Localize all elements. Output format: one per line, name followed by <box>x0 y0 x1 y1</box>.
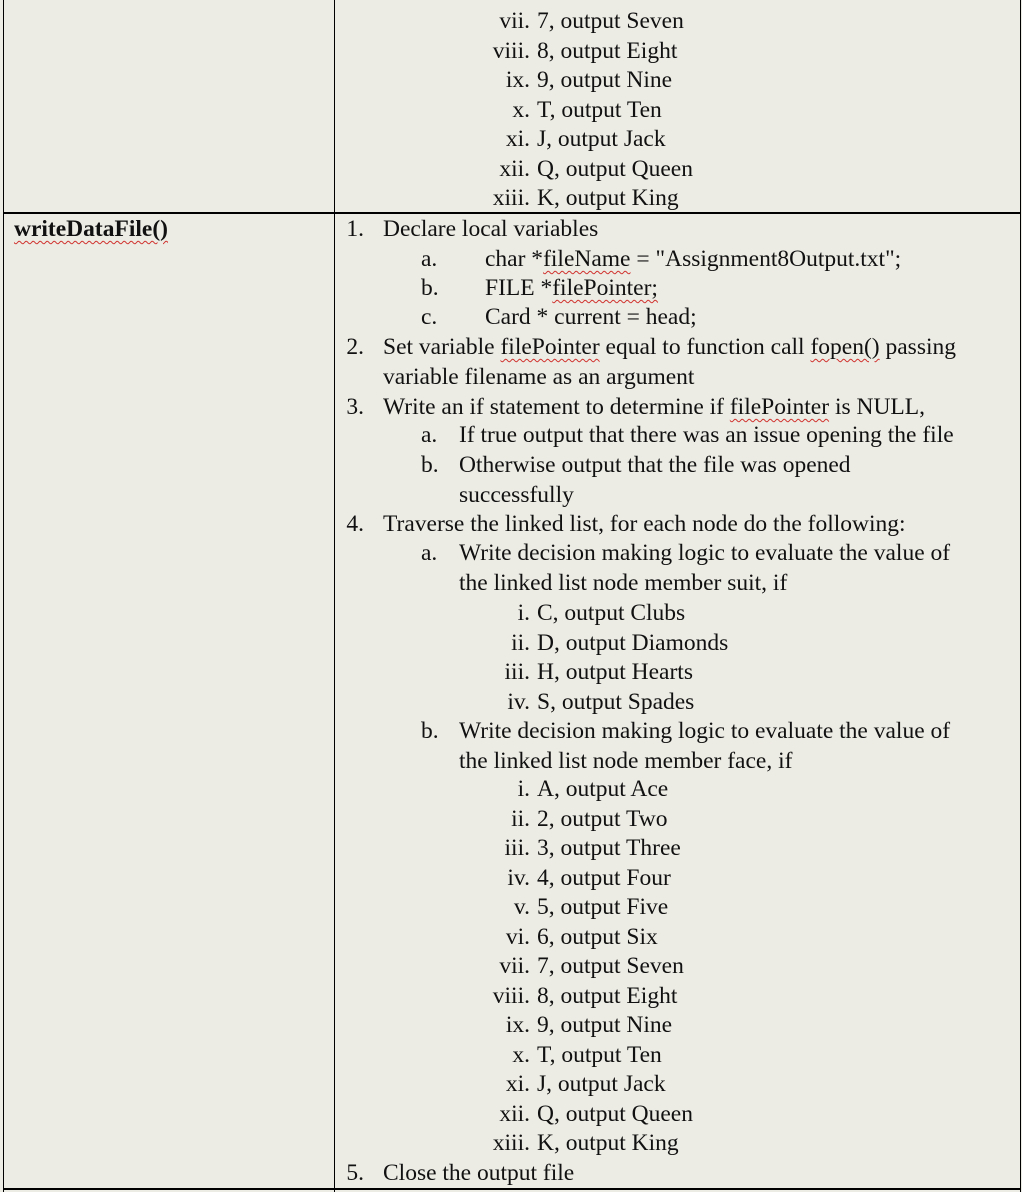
list-item-number: viii. <box>492 37 530 64</box>
step-3b-line-1: Otherwise output that the file was opened <box>459 452 851 478</box>
list-item-text: 6, output Six <box>537 923 658 950</box>
list-item-number: iv. <box>507 864 530 891</box>
list-item-text: 9, output Nine <box>537 1012 673 1038</box>
step-3-pre: Write an if statement to determine if <box>383 394 730 420</box>
list-item-text: K, output King <box>537 1130 679 1156</box>
list-item-number: xi. <box>505 126 530 152</box>
list-item-number: iv. <box>507 688 530 715</box>
list-item-number: ix. <box>505 1012 530 1038</box>
list-item-text: T, output Ten <box>537 96 662 123</box>
step-5-text: Close the output file <box>383 1160 575 1186</box>
step-1b-var: filePointer; <box>552 275 658 301</box>
list-item-number: ii. <box>511 629 530 656</box>
list-item-number: ii. <box>511 805 530 832</box>
list-item-text: 3, output Three <box>537 835 681 861</box>
list-item-text: Q, output Queen <box>537 155 693 182</box>
list-item-number: v. <box>513 894 530 920</box>
step-2-func: fopen() <box>810 334 880 360</box>
list-item-number: xii. <box>499 1100 530 1127</box>
table-border-bottom <box>3 1188 1021 1190</box>
list-item-number: viii. <box>492 982 530 1009</box>
step-1b-text <box>485 273 658 303</box>
table-border-right <box>1020 0 1021 1192</box>
step-1a-pre: char * <box>485 246 544 272</box>
step-1b-pre: FILE * <box>485 275 553 301</box>
list-item-text: A, output Ace <box>537 776 669 802</box>
step-4-text: Traverse the linked list, for each node do the following: <box>383 511 906 537</box>
function-name-cell <box>14 214 168 244</box>
step-4a-number: a. <box>421 540 438 566</box>
step-2-mid: equal to function call <box>599 334 811 360</box>
list-item-number: vi. <box>505 923 530 950</box>
list-item-text: J, output Jack <box>537 126 666 152</box>
list-item-number: vii. <box>499 953 530 979</box>
step-1a-text <box>485 244 901 274</box>
step-4a-line-1: Write decision making logic to evaluate the value of <box>459 540 951 566</box>
step-3b-line-2: successfully <box>459 482 574 508</box>
step-2-pre: Set variable <box>383 334 501 360</box>
list-item-text: K, output King <box>537 185 679 211</box>
step-3b-number: b. <box>421 452 439 478</box>
list-item-text: 5, output Five <box>537 894 669 920</box>
step-1a-number: a. <box>421 246 438 272</box>
list-item-text: 7, output Seven <box>537 8 684 34</box>
step-1-number: 1. <box>346 216 364 242</box>
step-4a-line-2: the linked list node member suit, if <box>459 570 788 596</box>
step-4-number: 4. <box>346 511 364 537</box>
step-3a-text: If true output that there was an issue opening the file <box>459 422 954 448</box>
list-item-number: ix. <box>505 67 530 93</box>
step-2-var: filePointer <box>500 334 600 360</box>
step-2-number: 2. <box>346 334 364 360</box>
list-item-number: xi. <box>505 1071 530 1097</box>
list-item-text: 2, output Two <box>537 805 668 832</box>
list-item-number: vii. <box>499 8 530 34</box>
table-border-middle <box>334 0 335 1192</box>
step-5-number: 5. <box>346 1160 364 1186</box>
list-item-text: 7, output Seven <box>537 953 684 979</box>
list-item-number: iii. <box>504 659 530 685</box>
step-2-line-2: variable filename as an argument <box>383 364 695 390</box>
step-4b-line-1: Write decision making logic to evaluate the value of <box>459 718 951 744</box>
step-2-line-1 <box>383 332 956 362</box>
list-item-number: xiii. <box>492 1130 530 1156</box>
list-item-number: xii. <box>499 155 530 182</box>
list-item-text: J, output Jack <box>537 1071 666 1097</box>
step-3-var: filePointer <box>729 394 830 420</box>
list-item-text: 8, output Eight <box>537 982 678 1009</box>
list-item-number: i. <box>517 600 530 626</box>
step-1a-post: = "Assignment8Output.txt"; <box>630 246 902 272</box>
list-item-number: x. <box>512 96 530 123</box>
step-1b-number: b. <box>421 275 439 301</box>
step-1-text: Declare local variables <box>383 216 599 242</box>
step-1c-text: Card * current = head; <box>485 304 697 330</box>
list-item-text: T, output Ten <box>537 1041 662 1068</box>
step-3-number: 3. <box>346 394 364 420</box>
list-item-text: H, output Hearts <box>537 659 693 685</box>
step-2-post: passing <box>879 334 956 360</box>
list-item-text: 9, output Nine <box>537 67 673 93</box>
list-item-text: Q, output Queen <box>537 1100 693 1127</box>
step-3a-number: a. <box>421 422 438 448</box>
function-name: writeDataFile() <box>14 216 168 242</box>
step-1a-var: fileName <box>543 246 631 272</box>
list-item-number: x. <box>512 1041 530 1068</box>
list-item-text: 8, output Eight <box>537 37 678 64</box>
step-4b-number: b. <box>421 718 439 744</box>
list-item-number: iii. <box>504 835 530 861</box>
step-3-post: is NULL, <box>829 394 926 420</box>
list-item-text: 4, output Four <box>537 864 671 891</box>
list-item-text: C, output Clubs <box>537 600 686 626</box>
step-3-text <box>383 392 925 422</box>
step-4b-line-2: the linked list node member face, if <box>459 748 793 774</box>
list-item-text: S, output Spades <box>537 688 695 715</box>
step-1c-number: c. <box>421 304 438 330</box>
list-item-number: i. <box>517 776 530 802</box>
list-item-number: xiii. <box>492 185 530 211</box>
list-item-text: D, output Diamonds <box>537 629 729 656</box>
table-border-left <box>3 0 4 1192</box>
